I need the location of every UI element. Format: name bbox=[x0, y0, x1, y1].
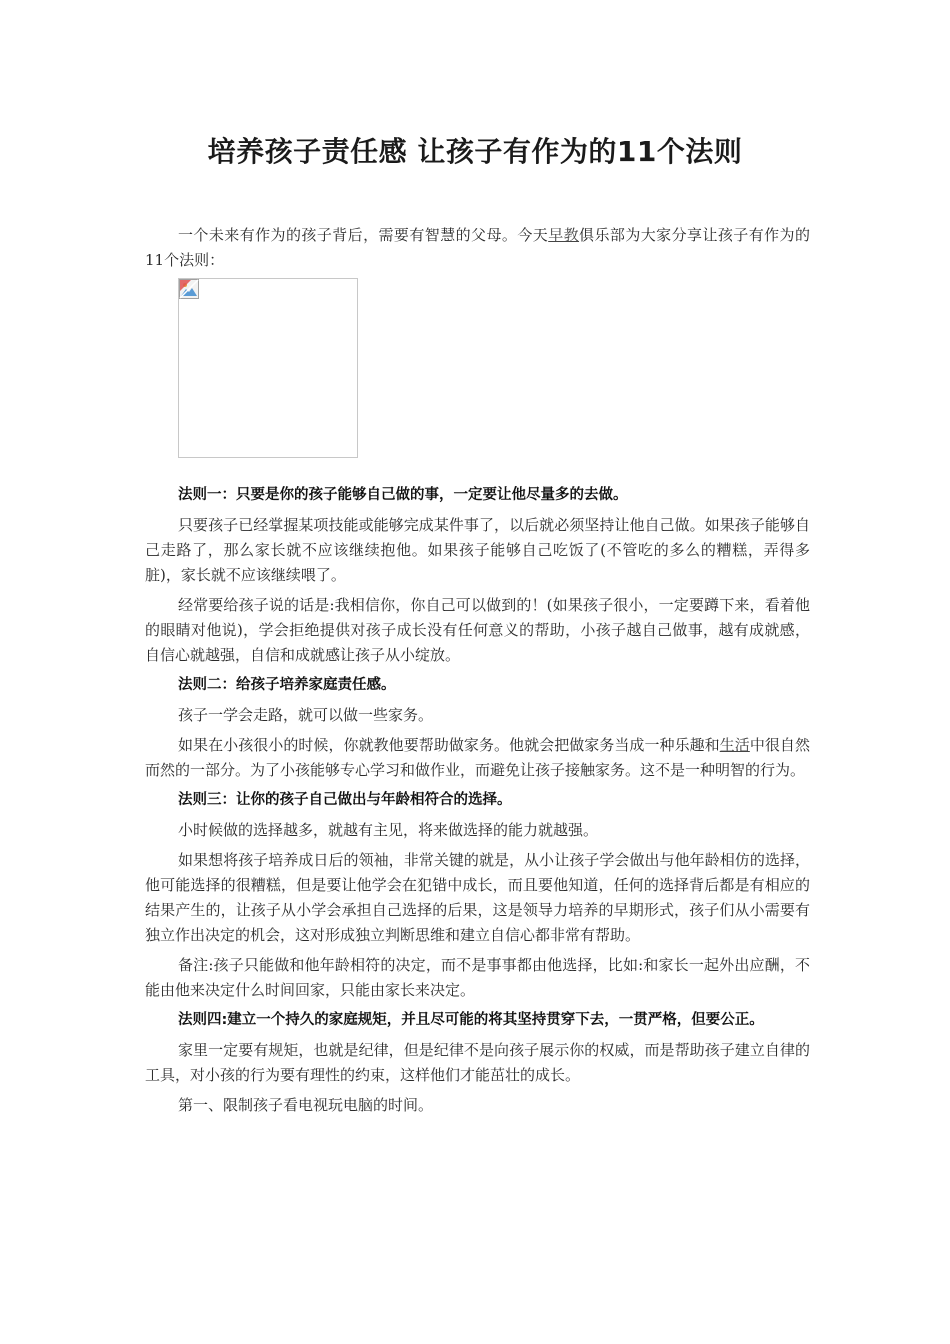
rule3-paragraph-1: 小时候做的选择越多，就越有主见，将来做选择的能力就越强。 bbox=[178, 821, 599, 839]
rule1-heading: 法则一：只要是你的孩子能够自己做的事，一定要让他尽量多的去做。 bbox=[178, 487, 628, 503]
broken-image-icon bbox=[179, 279, 199, 299]
rule2-text-2: 中很自然而然的一部分。为了小孩能够专心学习和做作业，而避免让孩子接触家务。这不是一种明智的行为。 bbox=[145, 736, 810, 779]
rule2-paragraph-1: 孩子一学会走路，就可以做一些家务。 bbox=[178, 706, 434, 724]
rule3-paragraph-2: 如果想将孩子培养成日后的领袖，非常关键的就是，从小让孩子学会做出与他年龄相仿的选择，他可能选择的很糟糕，但是要让他学会在犯错中成长，而且要他知道，任何的选择背后都是有相应的结果产生的，让孩子从小学会承担自己选择的后果，这是领导力培养的早期形式，孩子们从小需要有独立作出决定的机会，这对形成独立判断思维和建立自信心都非常有帮助。 bbox=[145, 851, 810, 944]
rule2-heading: 法则二：给孩子培养家庭责任感。 bbox=[178, 677, 396, 693]
early-education-link[interactable]: 早教 bbox=[548, 226, 580, 244]
page-title: 培养孩子责任感 让孩子有作为的11个法则 bbox=[207, 135, 743, 168]
article-body bbox=[145, 223, 810, 1123]
intro-paragraph bbox=[145, 223, 810, 273]
rule4-paragraph-2: 第一、限制孩子看电视玩电脑的时间。 bbox=[178, 1096, 434, 1114]
intro-text-1: 一个未来有作为的孩子背后，需要有智慧的父母。今天 bbox=[178, 226, 549, 244]
rule3-heading: 法则三：让你的孩子自己做出与年龄相符合的选择。 bbox=[178, 792, 512, 808]
rule2-paragraph-2 bbox=[145, 733, 810, 783]
rule1-paragraph-2: 经常要给孩子说的话是:我相信你，你自己可以做到的！(如果孩子很小，一定要蹲下来，看着他的眼睛对他说)，学会拒绝提供对孩子成长没有任何意义的帮助，小孩子越自己做事，越有成就感，自信心就越强，自信和成就感让孩子从小绽放。 bbox=[145, 596, 810, 664]
rule2-text-1: 如果在小孩很小的时候，你就教他要帮助做家务。他就会把做家务当成一种乐趣和 bbox=[178, 736, 720, 754]
rule1-paragraph-1: 只要孩子已经掌握某项技能或能够完成某件事了，以后就必须坚持让他自己做。如果孩子能够自己走路了，那么家长就不应该继续抱他。如果孩子能够自己吃饭了(不管吃的多么的糟糕，弄得多脏)，家长就不应该继续喂了。 bbox=[145, 516, 810, 584]
intro-text-2: 俱乐部为大家分享让孩子有作为的11个法则： bbox=[145, 226, 810, 269]
rule4-heading: 法则四:建立一个持久的家庭规矩，并且尽可能的将其坚持贯穿下去，一贯严格，但要公正。 bbox=[178, 1012, 764, 1028]
article-image-placeholder bbox=[178, 278, 358, 458]
rule3-paragraph-3: 备注:孩子只能做和他年龄相符的决定，而不是事事都由他选择，比如:和家长一起外出应酬，不能由他来决定什么时间回家，只能由家长来决定。 bbox=[145, 956, 810, 999]
rule4-paragraph-1: 家里一定要有规矩，也就是纪律，但是纪律不是向孩子展示你的权威，而是帮助孩子建立自律的工具，对小孩的行为要有理性的约束，这样他们才能茁壮的成长。 bbox=[145, 1041, 810, 1084]
life-link[interactable]: 生活 bbox=[719, 736, 750, 754]
